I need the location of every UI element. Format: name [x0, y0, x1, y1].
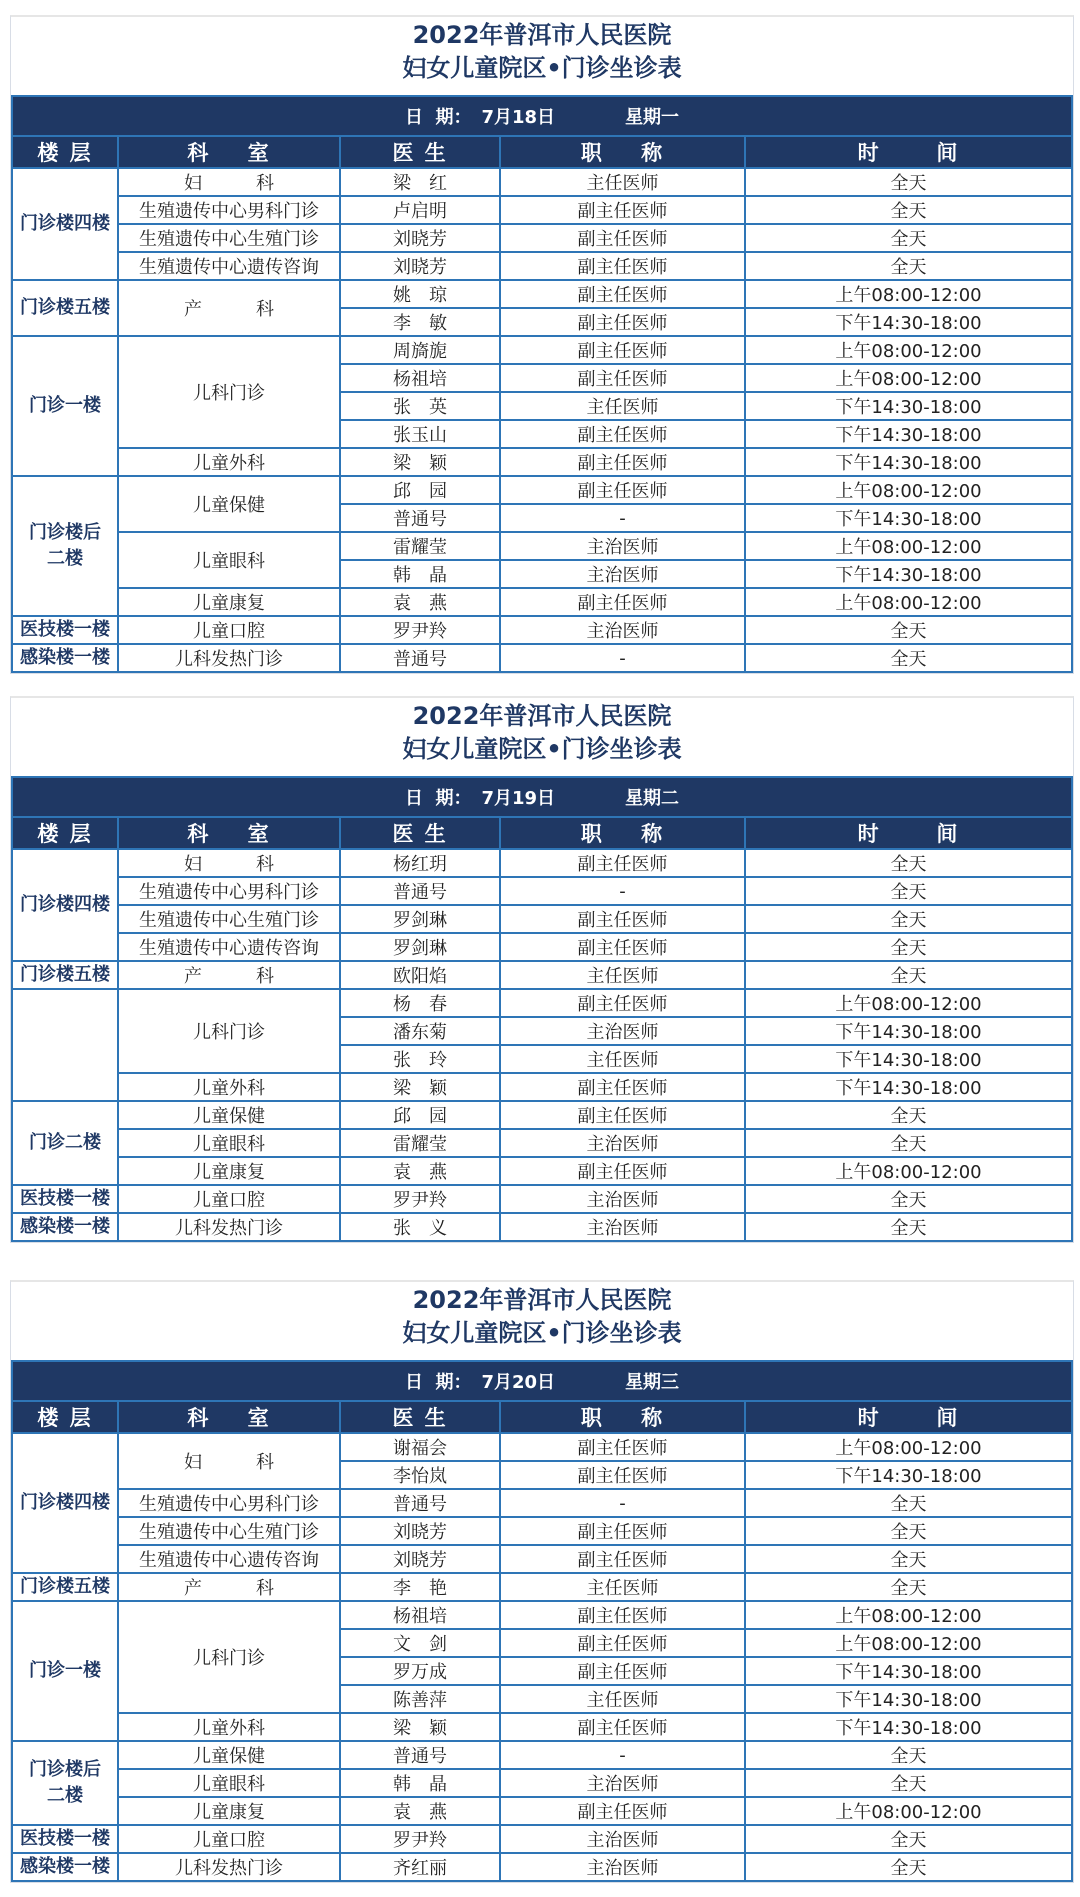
department-cell: 妇 科 [118, 1433, 340, 1489]
title-cell: 主治医师 [500, 1017, 745, 1045]
department-cell: 生殖遗传中心遗传咨询 [118, 252, 340, 280]
time-cell: 全天 [745, 1213, 1072, 1241]
title-cell: 副主任医师 [500, 849, 745, 877]
time-cell: 下午14:30-18:00 [745, 1657, 1072, 1685]
doctor-cell: 李 艳 [340, 1573, 500, 1601]
weekday: 星期三 [625, 1372, 680, 1393]
title-cell: 副主任医师 [500, 336, 745, 364]
title-cell: 副主任医师 [500, 1629, 745, 1657]
title-line-2: 妇女儿童院区•门诊坐诊表 [402, 1319, 682, 1347]
time-cell: 全天 [745, 196, 1072, 224]
doctor-cell: 张 玲 [340, 1045, 500, 1073]
floor-cell: 门诊楼四楼 [12, 168, 118, 280]
weekday: 星期二 [625, 788, 680, 809]
title-cell: 主任医师 [500, 1573, 745, 1601]
time-cell: 上午08:00-12:00 [745, 989, 1072, 1017]
date-bar [12, 1361, 1072, 1401]
title-cell: 主任医师 [500, 1045, 745, 1073]
department-cell: 儿科发热门诊 [118, 644, 340, 672]
date-label: 日 期： [404, 788, 472, 809]
time-cell: 上午08:00-12:00 [745, 1601, 1072, 1629]
department-cell: 产 科 [118, 280, 340, 336]
department-cell: 产 科 [118, 961, 340, 989]
department-cell: 儿科门诊 [118, 1601, 340, 1713]
title-cell: 副主任医师 [500, 1101, 745, 1129]
time-cell: 全天 [745, 1769, 1072, 1797]
department-cell: 儿童口腔 [118, 1185, 340, 1213]
time-cell: 下午14:30-18:00 [745, 1073, 1072, 1101]
floor-cell: 门诊楼后 二楼 [12, 1741, 118, 1825]
table-row [12, 1769, 1072, 1797]
time-cell: 上午08:00-12:00 [745, 336, 1072, 364]
title-cell: 副主任医师 [500, 252, 745, 280]
title-line-2: 妇女儿童院区•门诊坐诊表 [402, 735, 682, 763]
doctor-cell: 卢启明 [340, 196, 500, 224]
table-row [12, 1129, 1072, 1157]
title-cell: 主任医师 [500, 961, 745, 989]
title-cell: 副主任医师 [500, 933, 745, 961]
doctor-cell: 雷耀莹 [340, 532, 500, 560]
title-cell: - [500, 1489, 745, 1517]
floor-cell: 感染楼一楼 [12, 1853, 118, 1881]
floor-cell: 医技楼一楼 [12, 1825, 118, 1853]
table-row [12, 532, 1072, 560]
column-header: 职 称 [500, 1401, 745, 1433]
column-header: 医 生 [340, 817, 500, 849]
column-headers [12, 1401, 1072, 1433]
table-row [12, 168, 1072, 196]
column-headers [12, 817, 1072, 849]
time-cell: 下午14:30-18:00 [745, 1713, 1072, 1741]
doctor-cell: 袁 燕 [340, 1157, 500, 1185]
department-cell: 生殖遗传中心遗传咨询 [118, 1545, 340, 1573]
department-cell: 儿童康复 [118, 1797, 340, 1825]
title-cell: - [500, 877, 745, 905]
title-cell: 副主任医师 [500, 224, 745, 252]
doctor-cell: 李 敏 [340, 308, 500, 336]
title-cell: 副主任医师 [500, 280, 745, 308]
title-cell: 副主任医师 [500, 1713, 745, 1741]
table-row [12, 196, 1072, 224]
title-cell: 副主任医师 [500, 1517, 745, 1545]
table-row [12, 1101, 1072, 1129]
floor-cell: 门诊楼四楼 [12, 849, 118, 961]
time-cell: 全天 [745, 252, 1072, 280]
time-cell: 全天 [745, 1129, 1072, 1157]
department-cell: 儿童眼科 [118, 1769, 340, 1797]
table-row [12, 336, 1072, 364]
table-row [12, 1185, 1072, 1213]
time-cell: 全天 [745, 616, 1072, 644]
doctor-cell: 杨祖培 [340, 364, 500, 392]
table-row [12, 1853, 1072, 1881]
time-cell: 全天 [745, 1101, 1072, 1129]
time-cell: 上午08:00-12:00 [745, 1629, 1072, 1657]
doctor-cell: 梁 颖 [340, 1713, 500, 1741]
time-cell: 下午14:30-18:00 [745, 448, 1072, 476]
time-cell: 全天 [745, 905, 1072, 933]
title-line-2: 妇女儿童院区•门诊坐诊表 [402, 54, 682, 82]
title-cell: - [500, 644, 745, 672]
department-cell: 妇 科 [118, 168, 340, 196]
doctor-cell: 陈善萍 [340, 1685, 500, 1713]
time-cell: 全天 [745, 644, 1072, 672]
schedule-grid [11, 776, 1073, 1242]
doctor-cell: 杨 春 [340, 989, 500, 1017]
time-cell: 上午08:00-12:00 [745, 588, 1072, 616]
table-row [12, 1601, 1072, 1629]
date-bar [12, 96, 1072, 136]
date-label: 日 期： [404, 107, 472, 128]
department-cell: 儿童康复 [118, 588, 340, 616]
department-cell: 生殖遗传中心男科门诊 [118, 877, 340, 905]
doctor-cell: 周旖旎 [340, 336, 500, 364]
time-cell: 全天 [745, 1741, 1072, 1769]
department-cell: 儿童保健 [118, 1741, 340, 1769]
doctor-cell: 罗万成 [340, 1657, 500, 1685]
time-cell: 下午14:30-18:00 [745, 1685, 1072, 1713]
floor-cell: 门诊楼四楼 [12, 1433, 118, 1573]
column-header: 时 间 [745, 1401, 1072, 1433]
title-cell: 主治医师 [500, 1769, 745, 1797]
doctor-cell: 谢福会 [340, 1433, 500, 1461]
schedule-table-3 [10, 1280, 1074, 1883]
date-value: 7月20日 [481, 1372, 556, 1393]
doctor-cell: 刘晓芳 [340, 224, 500, 252]
doctor-cell: 姚 琼 [340, 280, 500, 308]
table-row [12, 588, 1072, 616]
table-row [12, 1073, 1072, 1101]
title-cell: 副主任医师 [500, 1657, 745, 1685]
table-row [12, 849, 1072, 877]
doctor-cell: 齐红丽 [340, 1853, 500, 1881]
time-cell: 上午08:00-12:00 [745, 1433, 1072, 1461]
floor-cell: 门诊楼五楼 [12, 1573, 118, 1601]
table-row [12, 905, 1072, 933]
department-cell: 生殖遗传中心男科门诊 [118, 196, 340, 224]
doctor-cell: 梁 红 [340, 168, 500, 196]
time-cell: 下午14:30-18:00 [745, 1461, 1072, 1489]
doctor-cell: 张玉山 [340, 420, 500, 448]
time-cell: 上午08:00-12:00 [745, 1157, 1072, 1185]
date-bar [12, 777, 1072, 817]
department-cell: 妇 科 [118, 849, 340, 877]
column-header: 科 室 [118, 1401, 340, 1433]
table-row [12, 224, 1072, 252]
table-row [12, 1573, 1072, 1601]
time-cell: 全天 [745, 168, 1072, 196]
title-cell: 主治医师 [500, 560, 745, 588]
time-cell: 下午14:30-18:00 [745, 560, 1072, 588]
table-row [12, 644, 1072, 672]
title-cell: 主任医师 [500, 392, 745, 420]
doctor-cell: 雷耀莹 [340, 1129, 500, 1157]
table-row [12, 1741, 1072, 1769]
doctor-cell: 梁 颖 [340, 448, 500, 476]
table-row [12, 1433, 1072, 1461]
time-cell: 全天 [745, 224, 1072, 252]
title-cell: 副主任医师 [500, 1545, 745, 1573]
department-cell: 儿童口腔 [118, 616, 340, 644]
column-header: 职 称 [500, 136, 745, 168]
doctor-cell: 普通号 [340, 1741, 500, 1769]
doctor-cell: 普通号 [340, 877, 500, 905]
column-header: 时 间 [745, 817, 1072, 849]
title-cell: 主治医师 [500, 1853, 745, 1881]
time-cell: 全天 [745, 849, 1072, 877]
department-cell: 儿童康复 [118, 1157, 340, 1185]
floor-cell [12, 989, 118, 1101]
time-cell: 全天 [745, 877, 1072, 905]
table-row [12, 1157, 1072, 1185]
schedule-title [11, 1282, 1073, 1360]
department-cell: 生殖遗传中心遗传咨询 [118, 933, 340, 961]
department-cell: 儿童口腔 [118, 1825, 340, 1853]
table-row [12, 476, 1072, 504]
title-cell: 副主任医师 [500, 1601, 745, 1629]
title-cell: - [500, 504, 745, 532]
doctor-cell: 普通号 [340, 644, 500, 672]
table-row [12, 1797, 1072, 1825]
doctor-cell: 文 剑 [340, 1629, 500, 1657]
title-cell: 副主任医师 [500, 448, 745, 476]
doctor-cell: 刘晓芳 [340, 252, 500, 280]
time-cell: 全天 [745, 1825, 1072, 1853]
time-cell: 下午14:30-18:00 [745, 1017, 1072, 1045]
title-cell: 副主任医师 [500, 1157, 745, 1185]
table-row [12, 280, 1072, 308]
table-row [12, 961, 1072, 989]
time-cell: 下午14:30-18:00 [745, 504, 1072, 532]
title-cell: 副主任医师 [500, 989, 745, 1017]
table-row [12, 1713, 1072, 1741]
department-cell: 儿童保健 [118, 1101, 340, 1129]
column-header: 科 室 [118, 136, 340, 168]
floor-cell: 门诊一楼 [12, 336, 118, 476]
department-cell: 产 科 [118, 1573, 340, 1601]
time-cell: 全天 [745, 1573, 1072, 1601]
weekday: 星期一 [625, 107, 680, 128]
time-cell: 全天 [745, 1185, 1072, 1213]
title-cell: 主治医师 [500, 616, 745, 644]
table-row [12, 448, 1072, 476]
title-cell: 副主任医师 [500, 588, 745, 616]
doctor-cell: 邱 园 [340, 476, 500, 504]
schedule-title [11, 17, 1073, 95]
floor-cell: 门诊楼后 二楼 [12, 476, 118, 616]
department-cell: 儿童外科 [118, 1073, 340, 1101]
department-cell: 生殖遗传中心生殖门诊 [118, 905, 340, 933]
column-header: 楼 层 [12, 817, 118, 849]
time-cell: 全天 [745, 1545, 1072, 1573]
title-cell: 副主任医师 [500, 420, 745, 448]
title-cell: 副主任医师 [500, 1461, 745, 1489]
column-header: 时 间 [745, 136, 1072, 168]
department-cell: 儿科门诊 [118, 989, 340, 1073]
schedule-grid [11, 95, 1073, 673]
time-cell: 全天 [745, 933, 1072, 961]
doctor-cell: 袁 燕 [340, 588, 500, 616]
doctor-cell: 杨祖培 [340, 1601, 500, 1629]
column-header: 科 室 [118, 817, 340, 849]
title-cell: 副主任医师 [500, 905, 745, 933]
title-cell: 副主任医师 [500, 1797, 745, 1825]
department-cell: 生殖遗传中心生殖门诊 [118, 224, 340, 252]
title-cell: 主治医师 [500, 1185, 745, 1213]
title-line-1: 2022年普洱市人民医院 [412, 702, 672, 730]
doctor-cell: 刘晓芳 [340, 1517, 500, 1545]
title-cell: 副主任医师 [500, 1073, 745, 1101]
time-cell: 全天 [745, 1517, 1072, 1545]
doctor-cell: 邱 园 [340, 1101, 500, 1129]
floor-cell: 门诊楼五楼 [12, 961, 118, 989]
column-header: 医 生 [340, 1401, 500, 1433]
title-cell: 副主任医师 [500, 364, 745, 392]
column-header: 医 生 [340, 136, 500, 168]
department-cell: 生殖遗传中心生殖门诊 [118, 1517, 340, 1545]
title-cell: 副主任医师 [500, 308, 745, 336]
schedule-title [11, 698, 1073, 776]
department-cell: 儿童眼科 [118, 1129, 340, 1157]
table-row [12, 1517, 1072, 1545]
doctor-cell: 普通号 [340, 1489, 500, 1517]
column-header: 楼 层 [12, 136, 118, 168]
floor-cell: 医技楼一楼 [12, 616, 118, 644]
doctor-cell: 张 义 [340, 1213, 500, 1241]
time-cell: 上午08:00-12:00 [745, 476, 1072, 504]
table-row [12, 1825, 1072, 1853]
title-cell: - [500, 1741, 745, 1769]
time-cell: 上午08:00-12:00 [745, 532, 1072, 560]
column-headers [12, 136, 1072, 168]
department-cell: 儿科发热门诊 [118, 1213, 340, 1241]
floor-cell: 门诊一楼 [12, 1601, 118, 1741]
table-row [12, 1213, 1072, 1241]
title-cell: 主任医师 [500, 168, 745, 196]
department-cell: 儿科门诊 [118, 336, 340, 448]
doctor-cell: 罗尹羚 [340, 1185, 500, 1213]
doctor-cell: 罗剑琳 [340, 933, 500, 961]
time-cell: 上午08:00-12:00 [745, 280, 1072, 308]
floor-cell: 感染楼一楼 [12, 1213, 118, 1241]
column-header: 职 称 [500, 817, 745, 849]
department-cell: 儿童保健 [118, 476, 340, 532]
title-cell: 副主任医师 [500, 476, 745, 504]
doctor-cell: 罗尹羚 [340, 616, 500, 644]
schedule-table-1 [10, 15, 1074, 674]
time-cell: 下午14:30-18:00 [745, 308, 1072, 336]
department-cell: 生殖遗传中心男科门诊 [118, 1489, 340, 1517]
doctor-cell: 杨红玥 [340, 849, 500, 877]
title-cell: 主治医师 [500, 1213, 745, 1241]
time-cell: 全天 [745, 1853, 1072, 1881]
doctor-cell: 普通号 [340, 504, 500, 532]
time-cell: 下午14:30-18:00 [745, 392, 1072, 420]
time-cell: 全天 [745, 1489, 1072, 1517]
title-line-1: 2022年普洱市人民医院 [412, 21, 672, 49]
table-row [12, 877, 1072, 905]
schedule-table-2 [10, 696, 1074, 1243]
time-cell: 上午08:00-12:00 [745, 1797, 1072, 1825]
date-value: 7月18日 [481, 107, 556, 128]
title-line-1: 2022年普洱市人民医院 [412, 1286, 672, 1314]
doctor-cell: 潘东菊 [340, 1017, 500, 1045]
doctor-cell: 张 英 [340, 392, 500, 420]
table-row [12, 252, 1072, 280]
doctor-cell: 刘晓芳 [340, 1545, 500, 1573]
floor-cell: 门诊二楼 [12, 1101, 118, 1185]
floor-cell: 门诊楼五楼 [12, 280, 118, 336]
doctor-cell: 罗尹羚 [340, 1825, 500, 1853]
floor-cell: 感染楼一楼 [12, 644, 118, 672]
time-cell: 下午14:30-18:00 [745, 1045, 1072, 1073]
time-cell: 下午14:30-18:00 [745, 420, 1072, 448]
title-cell: 副主任医师 [500, 196, 745, 224]
schedule-grid [11, 1360, 1073, 1882]
table-row [12, 989, 1072, 1017]
time-cell: 上午08:00-12:00 [745, 364, 1072, 392]
table-row [12, 1489, 1072, 1517]
doctor-cell: 韩 晶 [340, 1769, 500, 1797]
date-label: 日 期： [404, 1372, 472, 1393]
time-cell: 全天 [745, 961, 1072, 989]
table-row [12, 616, 1072, 644]
title-cell: 主治医师 [500, 532, 745, 560]
table-row [12, 1545, 1072, 1573]
title-cell: 主任医师 [500, 1685, 745, 1713]
title-cell: 副主任医师 [500, 1433, 745, 1461]
date-value: 7月19日 [481, 788, 556, 809]
department-cell: 儿科发热门诊 [118, 1853, 340, 1881]
doctor-cell: 李怡岚 [340, 1461, 500, 1489]
title-cell: 主治医师 [500, 1825, 745, 1853]
doctor-cell: 袁 燕 [340, 1797, 500, 1825]
title-cell: 主治医师 [500, 1129, 745, 1157]
department-cell: 儿童外科 [118, 1713, 340, 1741]
floor-cell: 医技楼一楼 [12, 1185, 118, 1213]
doctor-cell: 梁 颖 [340, 1073, 500, 1101]
column-header: 楼 层 [12, 1401, 118, 1433]
doctor-cell: 欧阳焰 [340, 961, 500, 989]
department-cell: 儿童眼科 [118, 532, 340, 588]
doctor-cell: 罗剑琳 [340, 905, 500, 933]
department-cell: 儿童外科 [118, 448, 340, 476]
table-row [12, 933, 1072, 961]
doctor-cell: 韩 晶 [340, 560, 500, 588]
